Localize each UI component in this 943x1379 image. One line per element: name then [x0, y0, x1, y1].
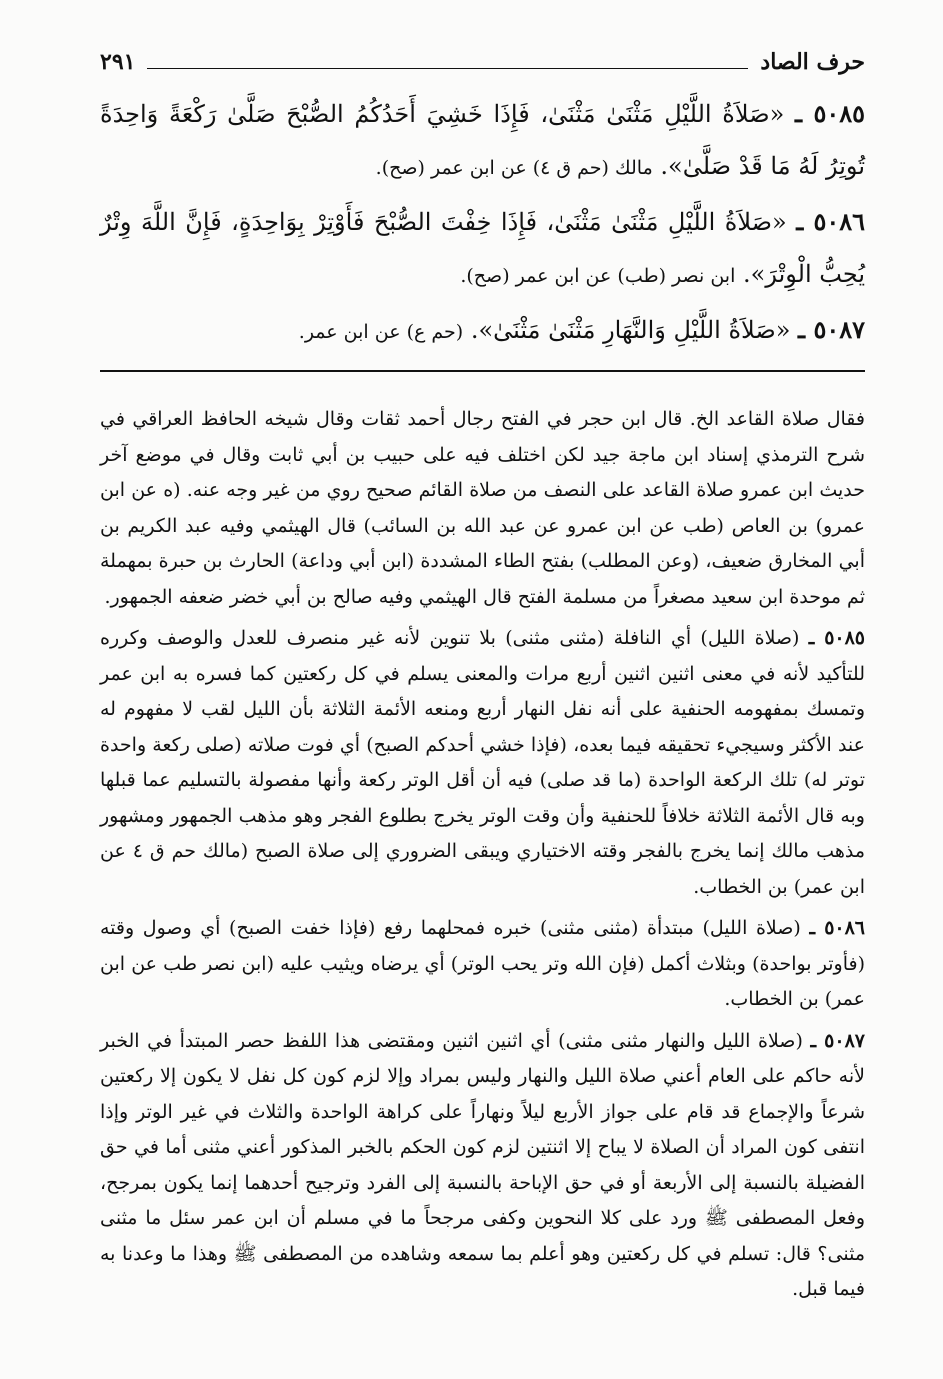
- chapter-title: حرف الصاد: [760, 49, 865, 75]
- commentary-number: ٥٠٨٧ ـ: [810, 1029, 865, 1052]
- commentary-text: (صلاة الليل) أي النافلة (مثنى مثنى) بلا تنوين لأنه غير منصرف للعدل والوصف وكرره للتأكيد لأنه في معنى اثنين اثنين أربع مرات والمعنى يسلم في كل ركعتين كما فسره به ابن عمر وتمسك بمفهومه الحنفية على أنه نفل النهار أربع ومنعه الأئمة الثلاثة بأن الليل لقب لا مفهوم له عند الأكثر وسيجيء تحقيقه فيما بعده، (فإذا خشي أحدكم الصبح) أي فوت صلاته (صلى ركعة واحدة توتر له) تلك الركعة الواحدة (ما قد صلى) فيه أن أقل الوتر ركعة وأنها مفصولة بالتسليم عما قبلها وبه قال الأئمة الثلاثة خلافاً للحنفية وأن وقت الوتر يخرج بطلوع الفجر وهو مذهب الجمهور ومشهور مذهب مالك إنما يخرج بالفجر وقته الاختياري ويبقى الضروري إلى صلاة الصبح (مالك حم ق ٤ عن ابن عمر) بن الخطاب.: [100, 627, 865, 898]
- hadith-number: ٥٠٨٥ ـ: [794, 99, 866, 128]
- page-header: [100, 42, 865, 82]
- commentary-text: (صلاة الليل) مبتدأة (مثنى مثنى) خبره فمحلهما رفع (فإذا خفت الصبح) أي وصول وقته (فأوتر بواحدة) وبثلاث أكمل (فإن الله وتر يحب الوتر) أي يرضاه ويثيب عليه (ابن نصر طب عن ابن عمر) بن الخطاب.: [100, 917, 865, 1010]
- hadith-item: [100, 304, 865, 358]
- hadith-item: [100, 88, 865, 194]
- section-divider: [100, 370, 865, 372]
- hadith-text: «صَلاَةُ اللَّيْلِ مَثْنَىٰ مَثْنَىٰ، فَإِذَا خِفْتَ الصُّبْحَ فَأَوْتِرْ بِوَاحِدَةٍ، فَإِنَّ اللَّهَ وِتْرٌ يُحِبُّ الْوِتْرَ».: [100, 208, 865, 288]
- commentary-number: ٥٠٨٦ ـ: [809, 917, 866, 939]
- hadith-number: ٥٠٨٦ ـ: [796, 207, 866, 236]
- hadith-source: ابن نصر (طب) عن ابن عمر (صح).: [460, 265, 736, 287]
- hadith-text: «صَلاَةُ اللَّيْلِ مَثْنَىٰ مَثْنَىٰ، فَإِذَا خَشِيَ أَحَدُكُمُ الصُّبْحَ صَلَّىٰ رَكْعَةً وَاحِدَةً تُوتِرُ لَهُ مَا قَدْ صَلَّىٰ».: [100, 100, 865, 180]
- hadith-text: «صَلاَةُ اللَّيْلِ وَالنَّهَارِ مَثْنَىٰ مَثْنَىٰ».: [470, 316, 791, 344]
- commentary-intro: فقال صلاة القاعد الخ. قال ابن حجر في الفتح رجال أحمد ثقات وقال شيخه الحافظ العراقي في شرح الترمذي إسناد ابن ماجة جيد لكن اختلف فيه على حبيب بن أبي ثابت وقال في موضع آخر حديث ابن عمرو صلاة القاعد على النصف من صلاة القائم صحيح روي من غير وجه عنه. (ه عن ابن عمرو) بن العاص (طب عن ابن عمرو عن عبد الله بن السائب) قال الهيثمي وفيه عبد الكريم بن أبي المخارق ضعيف، (وعن المطلب) بفتح الطاء المشددة (ابن أبي وداعة) الحارث بن حبرة بمهملة ثم موحدة ابن سعيد مصغراً من مسلمة الفتح قال الهيثمي وفيه صالح بن أبي خضر ضعفه الجمهور.: [100, 408, 865, 608]
- commentary-section: [100, 402, 865, 1308]
- header-rule: [147, 68, 748, 69]
- commentary-paragraph: [100, 1024, 865, 1308]
- commentary-number: ٥٠٨٥ ـ: [808, 627, 866, 649]
- commentary-paragraph: [100, 621, 865, 905]
- hadith-item: [100, 196, 865, 302]
- hadith-source: مالك (حم ق ٤) عن ابن عمر (صح).: [375, 157, 653, 179]
- commentary-text: (صلاة الليل والنهار مثنى مثنى) أي اثنين اثنين ومقتضى هذا اللفظ حصر المبتدأ في الخبر لأنه حاكم على العام أعني صلاة الليل والنهار وليس بمراد وإلا لزم كون كل نفل لا يكون إلا ركعتين شرعاً والإجماع قد قام على جواز الأربع ليلاً ونهاراً على كراهة الواحدة والثلاث في غير الوتر وإذا انتفى كون المراد أن الصلاة لا يباح إلا اثنتين لزم كون الحكم بالخبر المذكور أعني مثنى أما في حق الفضيلة بالنسبة إلى الأربعة أو في حق الإباحة بالنسبة إلى الفرد وترجيح أحدهما إنما يكون بمرجح، وفعل المصطفى ﷺ ورد على كلا النحوين وكفى مرجحاً ما في مسلم أن ابن عمر سئل ما مثنى مثنى؟ قال: تسلم في كل ركعتين وهو أعلم بما سمعه وشاهده من المصطفى ﷺ وهذا ما وعدنا به فيما قبل.: [100, 1029, 865, 1300]
- page-number: ٢٩١: [100, 49, 136, 75]
- commentary-paragraph: [100, 911, 865, 1018]
- hadith-number: ٥٠٨٧ ـ: [798, 315, 865, 344]
- hadith-source: (حم ع) عن ابن عمر.: [298, 321, 464, 343]
- hadith-section: [100, 82, 865, 358]
